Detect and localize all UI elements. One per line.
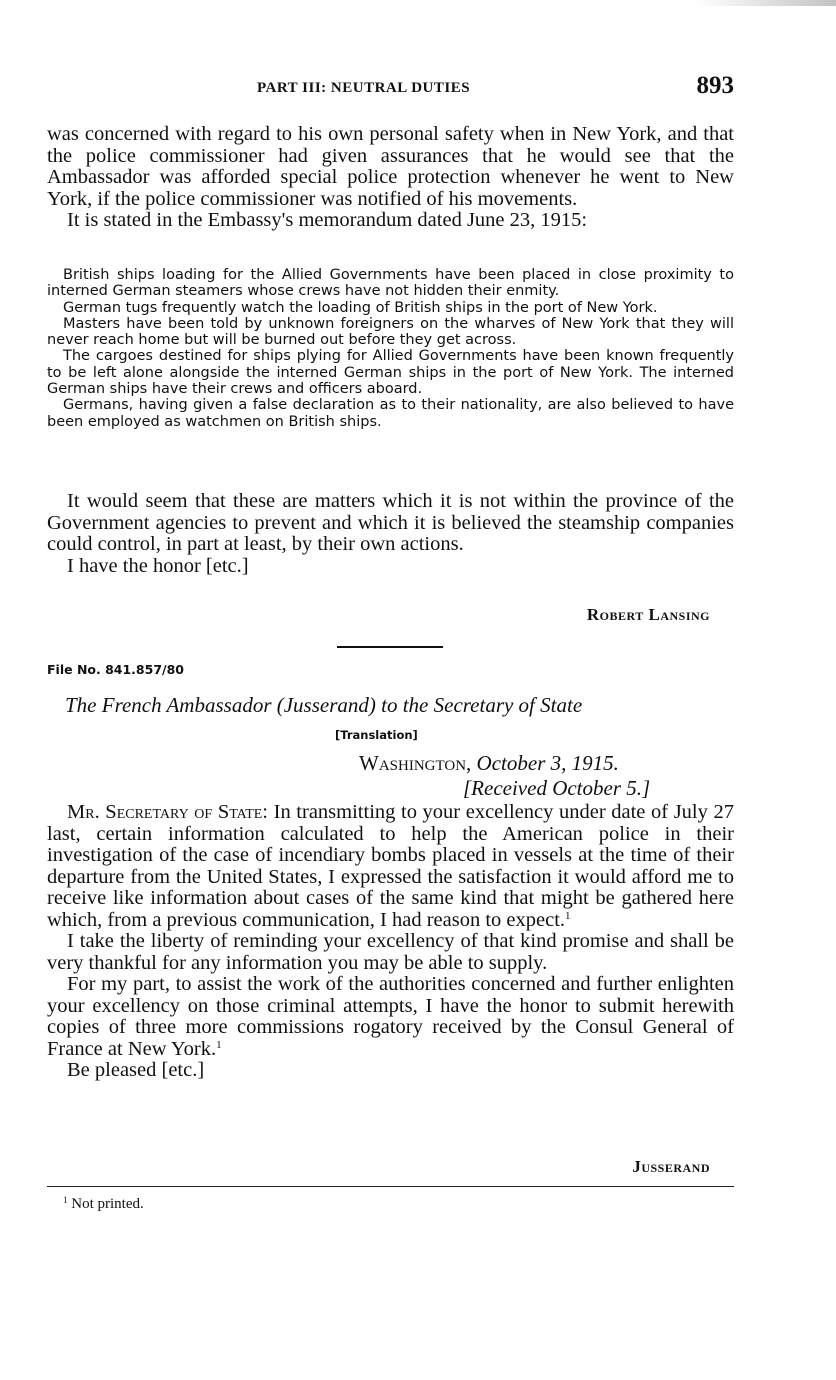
footnote-ref: 1 xyxy=(216,1038,222,1051)
file-number: File No. 841.857/80 xyxy=(47,662,184,677)
dateline-date: October 3, 1915. xyxy=(476,751,619,775)
received-date: [Received October 5.] xyxy=(463,776,651,800)
dateline-place: Washington, xyxy=(359,751,472,775)
section-divider xyxy=(337,646,443,648)
document-title: The French Ambassador (Jusserand) to the Secretary of State xyxy=(65,693,583,717)
continuation-text xyxy=(47,124,734,232)
letter-paragraph-text: For my part, to assist the work of the authorities concerned and further enlighten your excellency on those criminal attempts, I have the honor to submit herewith copies of three more commissions rogatory received by the Consul General of France at New York. xyxy=(47,973,734,1060)
conclusion-paragraph: It would seem that these are matters which it is not within the province of the Government agencies to prevent and which it is believed the steamship companies could control, in part at least, by their own actions. xyxy=(47,490,734,555)
footnote-marker: 1 xyxy=(63,1195,68,1205)
scan-edge-artifact xyxy=(696,0,836,6)
closing-line: Be pleased [etc.] xyxy=(67,1059,205,1081)
closing-line: I have the honor [etc.] xyxy=(67,554,249,577)
salutation: Mr. Secretary of State: xyxy=(67,801,269,823)
footnote xyxy=(63,1196,144,1213)
continuation-paragraph: was concerned with regard to his own personal safety when in New York, and that the police commissioner had given assurances that he would see that the Ambassador was afforded special police protection whenever he went to New York, if the police commissioner was notified of his movements. xyxy=(47,123,734,210)
footnote-rule xyxy=(47,1186,734,1187)
quote-paragraph: The cargoes destined for ships plying for Allied Governments have been known frequently to be left alone alongside the interned German ships in the port of New York. The interned German ships have their crews and officers aboard. xyxy=(47,348,734,398)
letter-paragraph-text: In transmitting to your excellency under date of July 27 last, certain information calculated to help the American police in their investigation of the case of incendiary bombs placed in vessels at the time of their departure from the United States, I expressed the satisfaction it would afford me to receive like information about cases of the same kind that might be gathered here which, from a previous communication, I had reason to expect. xyxy=(47,801,734,931)
footnote-ref: 1 xyxy=(565,909,571,922)
translation-note: [Translation] xyxy=(335,728,418,742)
quote-paragraph: Masters have been told by unknown foreigners on the wharves of New York that they will never reach home but will be burned out before they get across. xyxy=(47,315,734,349)
letter-paragraph xyxy=(47,802,734,931)
quote-paragraph: German tugs frequently watch the loading of British ships in the port of New York. xyxy=(63,299,658,316)
letter-paragraph: I take the liberty of reminding your excellency of that kind promise and shall be very thankful for any information you may be able to supply. xyxy=(47,930,734,974)
running-header xyxy=(47,72,734,106)
conclusion-text xyxy=(47,491,734,577)
memorandum-intro: It is stated in the Embassy's memorandum dated June 23, 1915: xyxy=(67,209,588,231)
memorandum-quote xyxy=(47,267,734,430)
page-number: 893 xyxy=(696,72,734,99)
quote-paragraph: Germans, having given a false declaration as to their nationality, are also believed to have been employed as watchmen on British ships. xyxy=(47,397,734,430)
quote-paragraph: British ships loading for the Allied Governments have been placed in close proximity to interned German steamers whose crews have not hidden their enmity. xyxy=(47,267,734,300)
letter-paragraph xyxy=(47,974,734,1060)
signature-jusserand: Jusserand xyxy=(632,1157,710,1176)
letter-body xyxy=(47,802,734,1082)
dateline xyxy=(359,752,619,775)
signature-lansing: Robert Lansing xyxy=(586,605,710,624)
footnote-text: Not printed. xyxy=(71,1196,144,1212)
running-header-title: PART III: NEUTRAL DUTIES xyxy=(257,80,471,96)
